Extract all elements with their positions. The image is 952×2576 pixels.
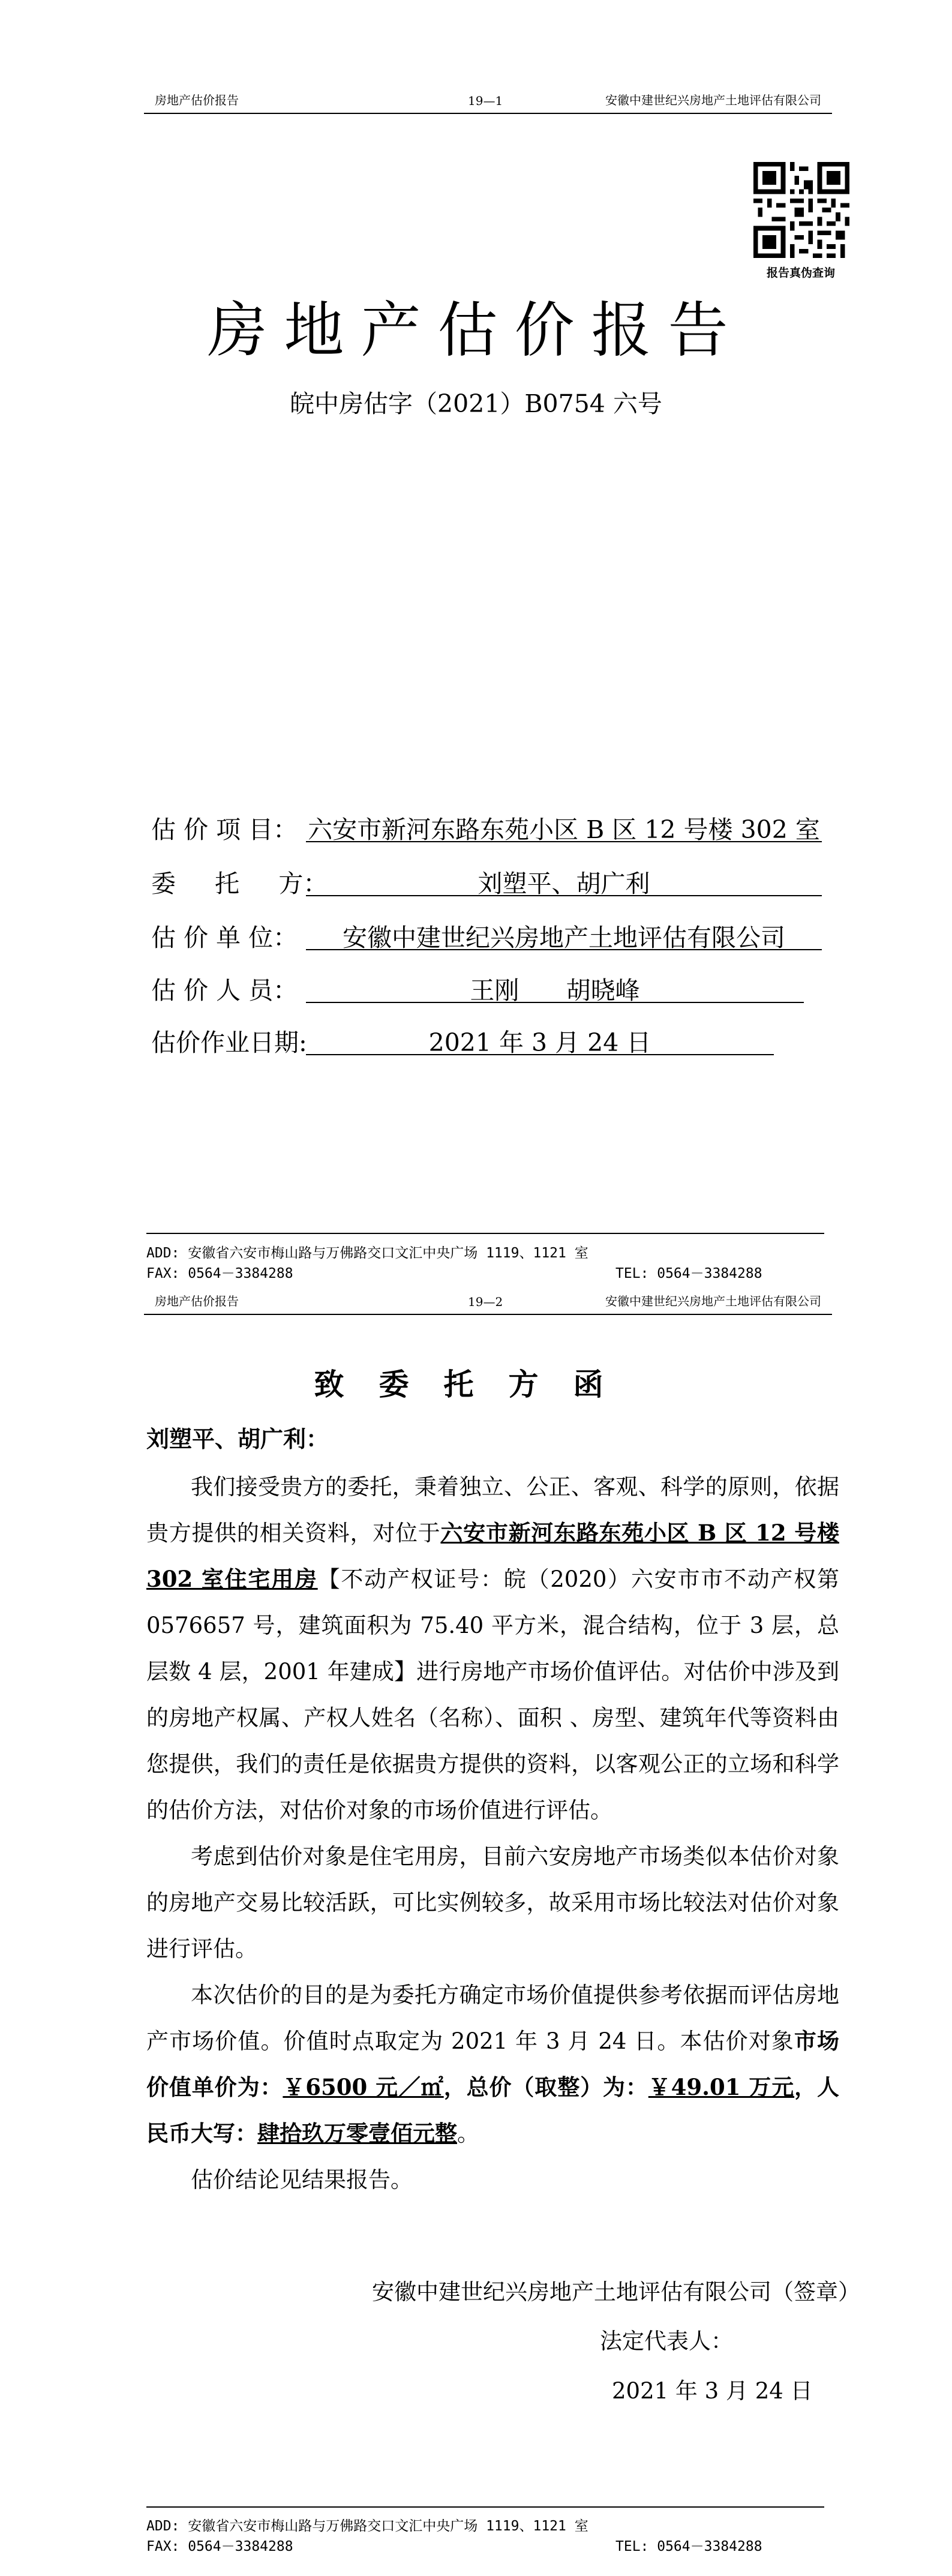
footer-address: ADD: 安徽省六安市梅山路与万佛路交口文汇中央广场 1119、1121 室 [146,2518,588,2534]
field-label: 估 价 单 位： [151,923,298,952]
field-value: 安徽中建世纪兴房地产土地评估有限公司 [306,918,822,950]
page-header [144,89,832,114]
total-price-label: ，总价（取整）为： [443,2074,648,2100]
header-left: 房地产估价报告 [155,93,239,107]
document-number: 皖中房估字（2021）B0754 六号 [290,389,662,418]
legal-representative: 法定代表人： [600,2328,733,2354]
letter-body [146,1464,839,2203]
header-page-number: 19—1 [468,94,503,108]
field-label: 估 价 项 目： [151,815,298,844]
field-value: 刘塑平、胡广利 [306,864,822,896]
salutation: 刘塑平、胡广利： [146,1425,329,1452]
qr-code-icon [753,162,849,258]
footer-divider [146,1233,824,1234]
paragraph-1 [146,1464,839,1833]
p3-text: 本次估价的目的是为委托方确定市场价值提供参考依据而评估房地产市场价值。价值时点取定为 2021 年 3 月 24 日。本估价对象 [146,1982,839,2054]
field-label: 估 价 人 员： [151,976,298,1005]
footer-tel: TEL: 0564－3384288 [615,1266,762,1281]
footer-tel: TEL: 0564－3384288 [615,2539,762,2554]
paragraph-3 [146,1972,839,2157]
paragraph-2: 考虑到估价对象是住宅用房，目前六安房地产市场类似本估价对象的房地产交易比较活跃，可比实例较多，故采用市场比较法对估价对象进行评估。 [146,1844,839,1962]
property-address: 六安市新河东路东苑小区 B 区 12 号楼 302 室住宅用房 [146,1520,839,1592]
footer-divider [146,2506,824,2508]
letter-date: 2021 年 3 月 24 日 [612,2378,813,2404]
p1-text-cont: 【不动产权证号：皖（2020）六安市市不动产权第 0576657 号，建筑面积为 75.40 平方米，混合结构，位于 3 层，总层数 4 层，2001 年建成】进行房地产市场价值评估。对估价中涉及到的房地产权属、产权人姓名（名称）、面积 、房型、建筑年代等资料由您提供，我们的责任是依据贵方提供的资料，以客观公正的立场和科学的估价方法，对估价对象的市场价值进行评估。 [146,1566,839,1823]
header-right: 安徽中建世纪兴房地产土地评估有限公司 [605,93,821,107]
field-label: 估价作业日期: [151,1028,307,1057]
unit-price-value: ￥6500 元／㎡ [283,2074,444,2100]
header-left: 房地产估价报告 [155,1294,239,1308]
rmb-value: 肆拾玖万零壹佰元整 [257,2120,457,2146]
field-value: 王刚 胡晓峰 [306,971,804,1003]
header-right: 安徽中建世纪兴房地产土地评估有限公司 [605,1294,821,1308]
company-signature: 安徽中建世纪兴房地产土地评估有限公司（签章） [372,2279,860,2305]
field-value: 六安市新河东路东苑小区 B 区 12 号楼 302 室 [306,810,822,842]
header-page-number: 19—2 [468,1295,503,1309]
letter-page [0,1290,952,2576]
field-label: 委 托 方： [151,869,328,898]
qr-caption: 报告真伪查询 [766,266,835,280]
p1-text: 我们接受贵方的委托，秉着独立、公正、客观、科学的原则，依据贵方提供的相关资料，对位于 [146,1474,839,1546]
rmb-label: ，人民币大写： [146,2074,840,2146]
footer-fax: FAX: 0564－3384288 [146,2539,293,2554]
unit-price-label: 市场价值单价为： [146,2028,839,2100]
report-title: 房地产估价报告 [207,295,745,365]
total-price-value: ￥49.01 万元 [648,2074,795,2100]
paragraph-4: 估价结论见结果报告。 [191,2167,413,2193]
page-header [144,1290,832,1315]
footer-fax: FAX: 0564－3384288 [146,1266,293,1281]
letter-title: 致委托方函 [314,1367,638,1402]
field-value: 2021 年 3 月 24 日 [306,1023,774,1055]
footer-address: ADD: 安徽省六安市梅山路与万佛路交口文汇中央广场 1119、1121 室 [146,1245,588,1261]
p3-end: 。 [457,2121,479,2146]
